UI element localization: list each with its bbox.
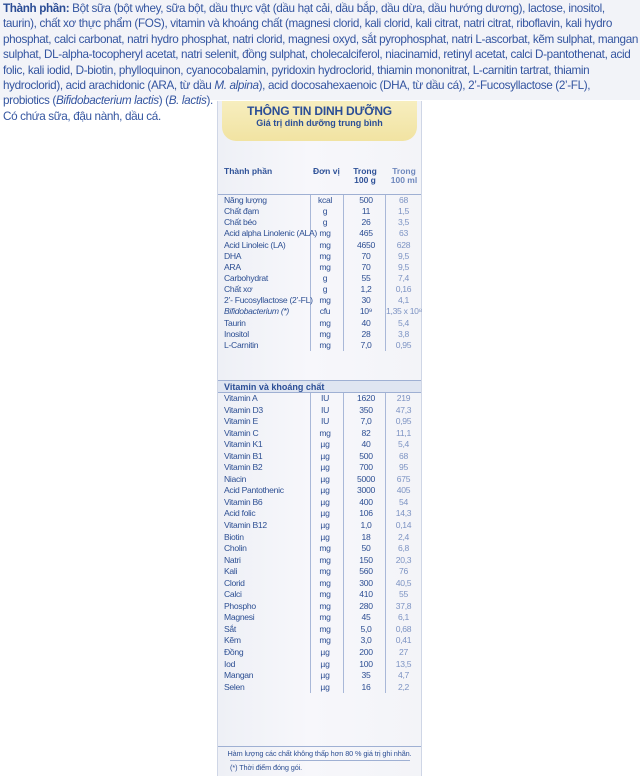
table-row <box>218 589 421 601</box>
nutrient-name: 2’- Fucosyllactose (2’-FL) <box>224 295 313 306</box>
nutrient-name: Inositol <box>224 328 249 339</box>
table-row <box>218 451 421 463</box>
col-header-100g-line1: Trong <box>353 166 377 176</box>
col-header-unit: Đơn vị <box>313 166 340 176</box>
nutrient-unit: mg <box>319 228 331 239</box>
nutrient-name: Acid Pantothenic <box>224 485 284 496</box>
value-per-100g: 50 <box>361 543 371 554</box>
value-per-100g: 26 <box>361 217 371 228</box>
value-per-100ml: 27 <box>399 647 408 658</box>
value-per-100ml: 675 <box>396 473 411 484</box>
table-row <box>218 284 421 295</box>
value-per-100ml: 14,3 <box>395 508 412 519</box>
value-per-100ml: 9,5 <box>397 261 410 272</box>
nutrition-table-vitamins <box>218 392 421 693</box>
vitamins-section-header: Vitamin và khoáng chất <box>218 380 421 392</box>
col-header-100ml <box>387 167 421 185</box>
nutrient-unit: g <box>322 217 328 228</box>
nutrient-unit: IU <box>321 404 329 415</box>
col-header-100ml-line1: Trong <box>392 166 416 176</box>
nutrient-unit: µg <box>320 681 330 692</box>
col-header-name: Thành phần <box>224 166 273 176</box>
value-per-100ml: 37,8 <box>395 600 412 611</box>
ingredients-italic-2: Bifidobacterium lactis <box>55 94 159 108</box>
nutrient-unit: mg <box>319 250 331 261</box>
value-per-100g: 70 <box>361 261 371 272</box>
ingredients-text-4: ). <box>206 94 213 108</box>
nutrient-name: Mangan <box>224 670 254 681</box>
table-row <box>218 532 421 544</box>
value-per-100ml: 3,8 <box>397 328 410 339</box>
nutrient-unit: mg <box>319 543 331 554</box>
ingredients-label: Thành phần: <box>3 2 70 15</box>
table-row <box>218 439 421 451</box>
nutrient-name: Acid alpha Linolenic (ALA) <box>224 228 317 239</box>
nutrient-name: Kẽm <box>224 635 241 646</box>
nutrient-name: Vitamin B6 <box>224 496 263 507</box>
nutrient-unit: g <box>322 206 328 217</box>
table-row <box>218 670 421 682</box>
nutrient-unit: µg <box>320 485 330 496</box>
nutrient-unit: µg <box>320 462 330 473</box>
value-per-100g: 82 <box>361 427 371 438</box>
col-header-100ml-line2: 100 ml <box>390 175 418 185</box>
nutrient-name: Niacin <box>224 473 247 484</box>
nutrient-unit: mg <box>319 427 331 438</box>
value-per-100g: 300 <box>359 577 373 588</box>
nutrient-name: Phospho <box>224 600 256 611</box>
value-per-100g: 1,0 <box>360 520 372 531</box>
table-row <box>218 262 421 273</box>
value-per-100g: 30 <box>361 295 371 306</box>
value-per-100g: 40 <box>361 317 371 328</box>
value-per-100ml: 55 <box>399 589 408 600</box>
nutrition-panel-header <box>222 101 417 141</box>
table-row <box>218 508 421 520</box>
table-row <box>218 206 421 217</box>
nutrient-name: Acid Linoleic (LA) <box>224 239 286 250</box>
value-per-100ml: 0,41 <box>395 635 412 646</box>
table-row <box>218 405 421 417</box>
table-row <box>218 566 421 578</box>
nutrient-unit: mg <box>319 635 331 646</box>
value-per-100ml: 1,35 x 10⁸ <box>386 306 422 317</box>
table-row <box>218 195 421 206</box>
nutrient-unit: mg <box>319 317 331 328</box>
nutrient-unit: kcal <box>317 195 333 205</box>
nutrient-unit: mg <box>319 261 331 272</box>
value-per-100ml: 63 <box>399 228 408 239</box>
column-headers <box>218 164 421 194</box>
value-per-100ml: 47,3 <box>395 404 412 415</box>
value-per-100g: 7,0 <box>360 416 372 427</box>
table-row <box>218 635 421 647</box>
nutrient-name: Clorid <box>224 577 245 588</box>
table-row <box>218 340 421 351</box>
nutrient-name: DHA <box>224 250 242 261</box>
nutrient-name: Magnesi <box>224 612 255 623</box>
table-row <box>218 682 421 694</box>
table-row <box>218 462 421 474</box>
nutrient-unit: IU <box>321 416 329 427</box>
value-per-100g: 18 <box>361 531 371 542</box>
ingredients-text-2: ), acid docosahexaenoic (DHA, từ dầu cá), 2’-Fucosyllactose (2’-FL), probiotics ( <box>3 79 591 108</box>
nutrient-unit: µg <box>320 670 330 681</box>
value-per-100ml: 4,7 <box>397 670 410 681</box>
value-per-100ml: 4,1 <box>397 295 410 306</box>
footnote-packaging: (*) Thời điểm đóng gói. <box>230 760 410 772</box>
table-row <box>218 647 421 659</box>
nutrient-name: Cholin <box>224 543 247 554</box>
nutrient-unit: mg <box>319 566 331 577</box>
value-per-100g: 55 <box>361 272 371 283</box>
table-row <box>218 659 421 671</box>
table-row <box>218 295 421 306</box>
table-row <box>218 416 421 428</box>
nutrient-name: Vitamin D3 <box>224 404 263 415</box>
value-per-100ml: 0,68 <box>395 623 412 634</box>
value-per-100g: 16 <box>361 681 371 692</box>
ingredients-italic-1: M. alpina <box>214 79 259 93</box>
value-per-100ml: 0,14 <box>395 520 412 531</box>
ingredients-paragraph <box>0 0 640 109</box>
nutrient-unit: µg <box>320 439 330 450</box>
table-row <box>218 474 421 486</box>
table-row <box>218 543 421 555</box>
nutrient-name: Vitamin K1 <box>224 439 263 450</box>
table-row <box>218 273 421 284</box>
nutrient-unit: mg <box>319 295 331 306</box>
nutrient-unit: mg <box>319 328 331 339</box>
ingredients-text-3: ) ( <box>158 94 169 108</box>
value-per-100ml: 40,5 <box>395 577 412 588</box>
value-per-100ml: 0,95 <box>395 416 412 427</box>
value-per-100ml: 5,4 <box>397 439 410 450</box>
value-per-100g: 4650 <box>357 239 375 250</box>
value-per-100ml: 6,1 <box>397 612 410 623</box>
value-per-100g: 1,2 <box>360 284 372 295</box>
nutrient-name: Taurin <box>224 317 246 328</box>
table-row <box>218 428 421 440</box>
nutrient-name: Vitamin A <box>224 393 258 403</box>
table-row <box>218 555 421 567</box>
value-per-100g: 400 <box>359 496 373 507</box>
table-row <box>218 240 421 251</box>
nutrient-name: Vitamin E <box>224 416 258 427</box>
nutrient-unit: mg <box>319 600 331 611</box>
table-row <box>218 497 421 509</box>
value-per-100g: 500 <box>359 450 373 461</box>
nutrient-name: Carbohydrat <box>224 272 268 283</box>
value-per-100g: 5,0 <box>360 623 372 634</box>
col-header-100g-line2: 100 g <box>354 175 376 185</box>
value-per-100ml: 7,4 <box>397 272 410 283</box>
value-per-100g: 350 <box>359 404 373 415</box>
nutrient-unit: µg <box>320 496 330 507</box>
nutrient-name: Calci <box>224 589 242 600</box>
value-per-100g: 280 <box>359 600 373 611</box>
value-per-100g: 465 <box>359 228 373 239</box>
nutrient-name: Chất xơ <box>224 284 253 295</box>
table-row <box>218 624 421 636</box>
table-row <box>218 228 421 239</box>
nutrition-subtitle: Giá trị dinh dưỡng trung bình <box>256 118 383 128</box>
nutrient-name: Chất đạm <box>224 206 259 217</box>
table-row <box>218 251 421 262</box>
nutrient-name: Sắt <box>224 623 236 634</box>
nutrient-name: L-Carnitin <box>224 339 259 350</box>
value-per-100g: 700 <box>359 462 373 473</box>
value-per-100ml: 68 <box>399 195 408 205</box>
nutrient-name: Vitamin B2 <box>224 462 263 473</box>
table-row <box>218 318 421 329</box>
value-per-100g: 560 <box>359 566 373 577</box>
col-header-100g <box>347 167 383 185</box>
value-per-100g: 7,0 <box>360 339 372 350</box>
table-row <box>218 217 421 228</box>
nutrient-name: Acid folic <box>224 508 256 519</box>
nutrient-name: Đồng <box>224 647 244 658</box>
value-per-100g: 150 <box>359 554 373 565</box>
value-per-100ml: 1,5 <box>397 206 410 217</box>
nutrient-unit: mg <box>319 612 331 623</box>
value-per-100g: 410 <box>359 589 373 600</box>
nutrient-unit: µg <box>320 647 330 658</box>
nutrition-table-main <box>218 194 421 351</box>
nutrient-unit: g <box>322 272 328 283</box>
table-row <box>218 306 421 317</box>
nutrient-name: Kali <box>224 566 238 577</box>
table-row <box>218 393 421 405</box>
nutrient-unit: mg <box>319 239 331 250</box>
value-per-100ml: 2,4 <box>397 531 410 542</box>
ingredients-italic-3: B. lactis <box>168 94 207 108</box>
value-per-100g: 28 <box>361 328 371 339</box>
value-per-100ml: 0,95 <box>395 339 412 350</box>
nutrient-unit: cfu <box>319 306 331 317</box>
value-per-100ml: 3,5 <box>397 217 410 228</box>
nutrient-name: Vitamin B1 <box>224 450 263 461</box>
value-per-100g: 3000 <box>357 485 375 496</box>
value-per-100ml: 405 <box>396 485 411 496</box>
value-per-100g: 106 <box>359 508 373 519</box>
nutrient-unit: mg <box>319 554 331 565</box>
nutrient-name: Vitamin B12 <box>224 520 267 531</box>
nutrient-name: Natri <box>224 554 241 565</box>
ingredients-text: Bột sữa (bột whey, sữa bột, dầu thực vật (dầu hạt cải, dầu bắp, dầu dừa, dầu hướng dương), lactose, inositol, taurin), chất xơ thực phẩm (FOS), vitamin và khoáng chất (magnesi clorid, kali clorid, kali citrat, natri citrat, riboflavin, kali hydro phosphat, calci carbonat, natri hydro phosphat, natri clorid, magnesi oxyd, sắt pyrophosphat, natri L-ascorbat, kẽm sulphat, mangan sulphat, DL-alpha-tocopheryl acetat, natri selenit, đồng sulphat, cholecalciferol, niacinamid, retinyl acetat, calci D-pantothenat, acid folic, kali iodid, D-biotin, phylloquinon, cyanocobalamin, pyridoxin hydroclorid, thiamin mononitrat, L-carnitin tartrat, thiamin hydroclorid), acid arachidonic (ARA, từ dầu <box>3 2 639 93</box>
nutrient-name: Chất béo <box>224 217 257 228</box>
nutrient-unit: µg <box>320 520 330 531</box>
value-per-100ml: 11,1 <box>396 427 411 438</box>
nutrient-unit: µg <box>320 531 330 542</box>
value-per-100ml: 6,8 <box>397 543 410 554</box>
value-per-100ml: 2,2 <box>397 681 410 692</box>
nutrient-name: Iod <box>224 658 236 669</box>
nutrient-name: Biotin <box>224 531 244 542</box>
nutrient-name: Vitamin C <box>224 427 259 438</box>
nutrient-unit: µg <box>320 473 330 484</box>
nutrition-panel <box>217 101 422 776</box>
value-per-100ml: 54 <box>399 496 408 507</box>
nutrition-title: THÔNG TIN DINH DƯỠNG <box>247 104 392 118</box>
value-per-100g: 45 <box>361 612 371 623</box>
table-row <box>218 520 421 532</box>
footnote-tolerance: Hàm lượng các chất không thấp hơn 80 % giá trị ghi nhãn. <box>218 746 421 758</box>
value-per-100ml: 20,3 <box>395 554 412 565</box>
nutrient-unit: mg <box>319 577 331 588</box>
value-per-100ml: 628 <box>396 239 411 250</box>
nutrient-name: Năng lượng <box>224 195 267 205</box>
nutrient-unit: mg <box>319 589 331 600</box>
nutrient-unit: IU <box>321 393 329 403</box>
nutrient-unit: µg <box>320 508 330 519</box>
value-per-100g: 35 <box>361 670 371 681</box>
nutrient-name: ARA <box>224 261 241 272</box>
value-per-100ml: 219 <box>396 393 411 403</box>
table-row <box>218 329 421 340</box>
value-per-100ml: 9,5 <box>397 250 410 261</box>
nutrient-unit: g <box>322 284 328 295</box>
nutrient-unit: µg <box>320 658 330 669</box>
nutrient-unit: mg <box>319 623 331 634</box>
nutrient-name: Selen <box>224 681 245 692</box>
allergen-note: Có chứa sữa, đậu nành, dầu cá. <box>3 109 161 123</box>
value-per-100g: 5000 <box>357 473 375 484</box>
value-per-100g: 200 <box>359 647 373 658</box>
nutrient-name: Bifidobacterium (*) <box>224 306 289 317</box>
nutrient-unit: mg <box>319 339 331 350</box>
value-per-100ml: 13,5 <box>395 658 412 669</box>
table-row <box>218 578 421 590</box>
value-per-100g: 100 <box>359 658 373 669</box>
value-per-100g: 70 <box>361 250 371 261</box>
value-per-100g: 40 <box>361 439 371 450</box>
value-per-100ml: 95 <box>399 462 408 473</box>
value-per-100g: 500 <box>359 195 373 205</box>
value-per-100ml: 76 <box>399 566 408 577</box>
nutrient-unit: µg <box>320 450 330 461</box>
value-per-100g: 3,0 <box>360 635 372 646</box>
table-row <box>218 612 421 624</box>
value-per-100ml: 5,4 <box>397 317 410 328</box>
value-per-100g: 10⁹ <box>359 306 373 317</box>
table-row <box>218 601 421 613</box>
value-per-100ml: 0,16 <box>395 284 412 295</box>
table-row <box>218 485 421 497</box>
value-per-100ml: 68 <box>399 450 408 461</box>
value-per-100g: 11 <box>361 206 371 217</box>
value-per-100g: 1620 <box>357 393 375 403</box>
